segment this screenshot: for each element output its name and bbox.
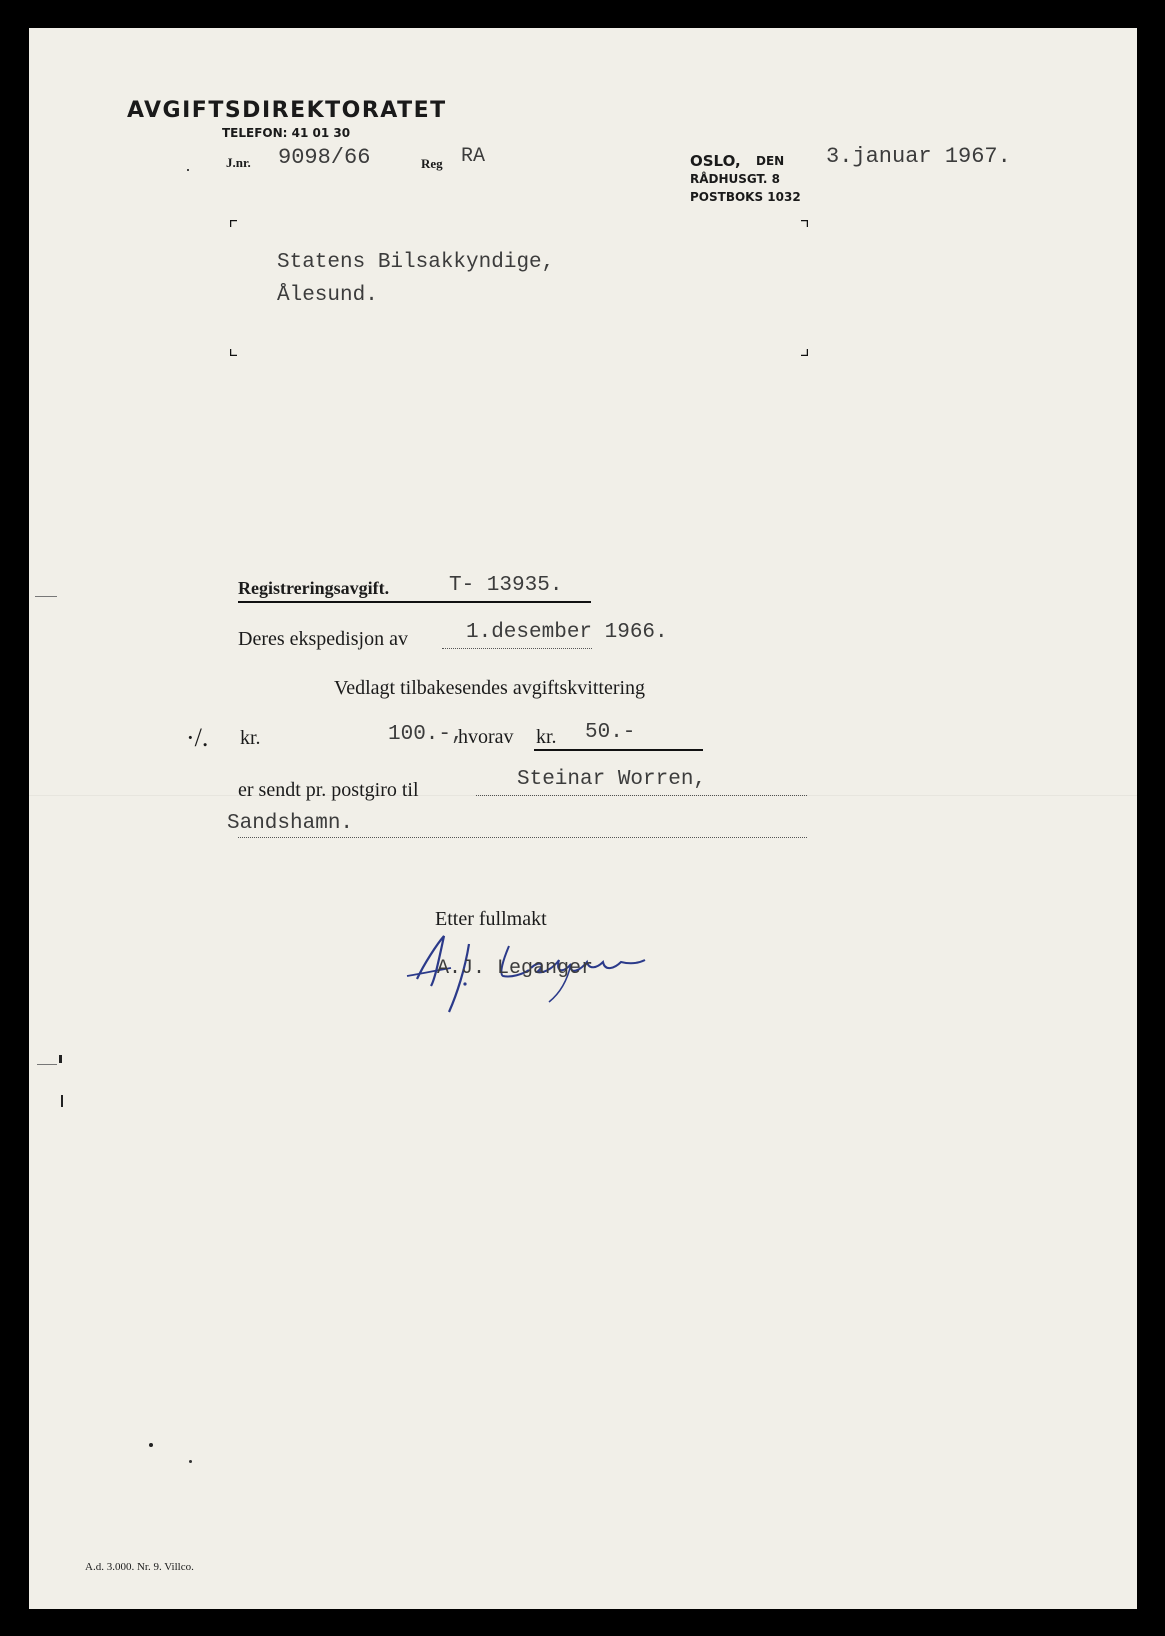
- total-amount: 100.-,: [388, 723, 464, 746]
- address-corner-top-right: [801, 220, 808, 227]
- address-corner-bottom-right: [801, 349, 808, 356]
- partial-amount: 50.-: [585, 721, 636, 744]
- print-code: A.d. 3.000. Nr. 9. Villco.: [85, 1561, 194, 1573]
- reg-label: Reg: [421, 156, 443, 171]
- reg-value: RA: [461, 145, 486, 168]
- fold-mark-left: [35, 596, 57, 597]
- speck-mark: [187, 169, 189, 171]
- subject-label: Registreringsavgift.: [238, 578, 390, 598]
- telephone-number: TELEFON: 41 01 30: [222, 126, 351, 140]
- jnr-value: 9098/66: [278, 145, 371, 170]
- letter-date: 3.januar 1967.: [826, 144, 1011, 169]
- dispatch-label: Deres ekspedisjon av: [238, 628, 408, 650]
- payee-place-line: [238, 837, 807, 838]
- den-label: DEN: [756, 154, 785, 168]
- subject-underline: [238, 601, 591, 603]
- speck-mark: [149, 1443, 153, 1447]
- enclosed-text: Vedlagt tilbakesendes avgiftskvittering: [334, 677, 646, 699]
- letter-page: [29, 28, 1137, 1609]
- speck-mark: [59, 1055, 62, 1063]
- kr-label-2: kr.: [536, 726, 557, 748]
- kr-label: kr.: [240, 727, 261, 749]
- margin-mark: ·/.: [186, 723, 209, 752]
- street-address: RÅDHUSGT. 8: [690, 172, 781, 186]
- dispatch-date-line: [442, 648, 592, 649]
- typed-signatory-name: A.J. Leganger: [437, 957, 594, 980]
- payee-name: Steinar Worren,: [517, 768, 707, 791]
- postbox-address: POSTBOKS 1032: [690, 190, 801, 204]
- speck-mark: [61, 1095, 63, 1107]
- punch-mark-left: [37, 1064, 57, 1065]
- city-label: OSLO,: [690, 152, 741, 170]
- organization-name: AVGIFTSDIREKTORATET: [127, 98, 447, 123]
- recipient-line-1: Statens Bilsakkyndige,: [277, 251, 555, 274]
- address-corner-bottom-left: [230, 349, 237, 356]
- speck-mark: [189, 1460, 192, 1463]
- jnr-label: J.nr.: [226, 155, 251, 170]
- payee-place: Sandshamn.: [227, 812, 354, 835]
- amount-underline: [534, 749, 703, 751]
- authority-text: Etter fullmakt: [435, 908, 547, 930]
- address-corner-top-left: [230, 220, 237, 227]
- hvorav-label: hvorav: [458, 726, 514, 748]
- subject-value: T- 13935.: [449, 574, 563, 597]
- recipient-line-2: Ålesund.: [277, 284, 378, 307]
- sent-label: er sendt pr. postgiro til: [238, 779, 419, 801]
- fold-line: [29, 795, 1137, 796]
- dispatch-date: 1.desember 1966.: [466, 621, 668, 644]
